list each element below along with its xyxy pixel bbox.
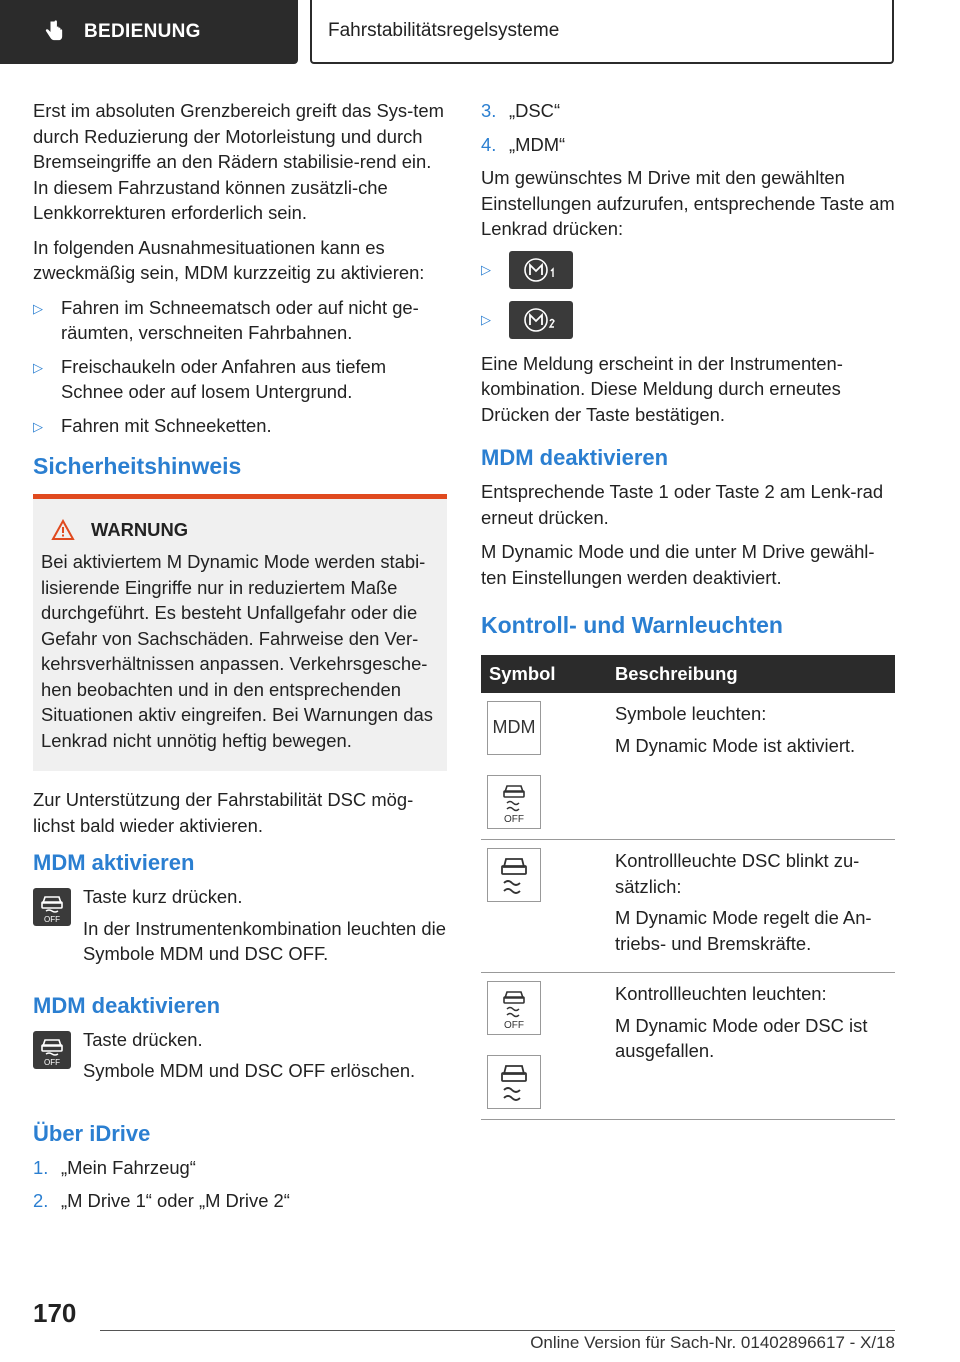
m1-button-item (481, 251, 895, 289)
paragraph: In folgenden Ausnahmesituationen kann es zweckmäßig sein, MDM kurzzeitig zu aktivieren: (33, 236, 425, 283)
m1-button-icon (509, 251, 573, 289)
table-cell-text: Kontrollleuchte DSC blinkt zu-sätzlich: (615, 850, 860, 897)
warning-triangle-icon (51, 519, 75, 541)
dsc-off-indicator-icon (487, 775, 541, 829)
paragraph: In der Instrumentenkombination leuchten die Symbole MDM und DSC OFF. (83, 917, 446, 964)
warning-text: Bei aktiviertem M Dynamic Mode werden stabi-lisierende Eingriffe nur in reduziertem Maße durchgeführt. Es besteht Unfallgefahr oder die Gefahr von Sachschäden. Fahrweise den Ver-kehrsverhältnissen anpassen. Verkehrsgesche-hen beobachten und in den entsprechenden Situationen aktiv eingreifen. Bei Warnungen das Lenkrad nicht unnötig heftig bewegen. (41, 551, 433, 751)
list-item-text: Fahren im Schneematsch oder auf nicht ge-räumten, verschneiten Fahrbahnen. (61, 296, 419, 343)
table-row (481, 973, 895, 1120)
dsc-off-indicator-icon (487, 981, 541, 1035)
footer-text: Online Version für Sach-Nr. 01402896617 - X/18 (530, 1333, 895, 1352)
table-cell-text: Kontrollleuchten leuchten: (615, 983, 827, 1004)
paragraph: Eine Meldung erscheint in der Instrumenten-kombination. Diese Meldung durch erneutes Drücken der Taste bestätigen. (481, 352, 843, 425)
column-header-symbol: Symbol (481, 655, 601, 693)
table-header-row (481, 655, 895, 693)
activate-heading: MDM aktivieren (33, 850, 195, 875)
bullet-triangle-icon: ▷ (33, 418, 43, 434)
paragraph: Zur Unterstützung der Fahrstabilität DSC mög-lichst bald wieder aktivieren. (33, 789, 414, 836)
deactivate-instructions (33, 1027, 447, 1087)
deactivate-heading: MDM deaktivieren (33, 992, 221, 1018)
page-number: 170 (33, 1298, 77, 1328)
bullet-triangle-icon: ▷ (33, 359, 43, 375)
svg-text:OFF: OFF (504, 1020, 524, 1030)
m2-button-item (481, 301, 895, 339)
table-cell-text: M Dynamic Mode oder DSC ist ausgefallen. (615, 1014, 868, 1061)
lights-heading: Kontroll- und Warnleuchten (481, 612, 783, 638)
mdm-indicator-icon: MDM (487, 701, 541, 755)
list-item (33, 354, 447, 405)
column-header-description: Beschreibung (601, 655, 895, 693)
dsc-indicator-icon (487, 1055, 541, 1109)
table-cell-text: M Dynamic Mode ist aktiviert. (615, 734, 856, 756)
dsc-off-button-icon (33, 1031, 71, 1069)
safety-heading: Sicherheitshinweis (33, 453, 242, 479)
paragraph: Taste kurz drücken. (83, 886, 243, 907)
section-title: BEDIENUNG (84, 21, 201, 42)
chapter-title: Fahrstabilitätsregelsysteme (328, 20, 560, 41)
deactivate-heading: MDM deaktivieren (481, 445, 669, 470)
paragraph: Taste drücken. (83, 1028, 203, 1050)
svg-text:OFF: OFF (44, 915, 60, 924)
table-row (481, 693, 895, 840)
dsc-indicator-icon (487, 848, 541, 902)
bullet-triangle-icon: ▷ (481, 261, 491, 277)
m2-button-icon (509, 301, 573, 339)
chapter-tab (310, 0, 894, 64)
bullet-triangle-icon: ▷ (33, 300, 43, 316)
paragraph: Um gewünschtes M Drive mit den gewählten Einstellungen aufzurufen, entsprechende Taste am Lenkrad drücken: (481, 167, 895, 239)
list-item: 1. „Mein Fahrzeug“ (33, 1156, 196, 1178)
warning-box (33, 494, 447, 771)
dsc-off-button-icon (33, 888, 71, 926)
table-cell-text: M Dynamic Mode regelt die An-triebs- und Bremskräfte. (615, 907, 872, 954)
bullet-triangle-icon: ▷ (481, 311, 491, 327)
list-item: 3. „DSC“ (481, 100, 561, 121)
idrive-heading: Über iDrive (33, 1120, 151, 1146)
svg-text:OFF: OFF (504, 814, 524, 824)
list-item: 4. „MDM“ (481, 133, 566, 155)
svg-text:OFF: OFF (44, 1057, 60, 1067)
list-item-text: Fahren mit Schneeketten. (61, 414, 272, 436)
paragraph: Erst im absoluten Grenzbereich greift das Sys-tem durch Reduzierung der Motorleistung und durch Bremseingriffe an den Rädern stabilisie-rend ein. In diesem Fahrzustand können zusätzli-che Lenkkorrekturen erforderlich sein. (33, 100, 444, 223)
left-column (33, 98, 447, 1222)
paragraph: Entsprechende Taste 1 oder Taste 2 am Lenk-rad erneut drücken. (481, 481, 884, 528)
hand-icon (40, 18, 68, 46)
list-item: 2. „M Drive 1“ oder „M Drive 2“ (33, 1190, 290, 1211)
right-column (481, 98, 895, 1120)
activate-instructions (33, 884, 447, 967)
list-item (33, 295, 447, 346)
indicator-table (481, 655, 895, 1120)
table-row (481, 840, 895, 973)
list-item (33, 413, 447, 440)
paragraph: Symbole MDM und DSC OFF erlöschen. (83, 1060, 416, 1081)
table-cell-text: Symbole leuchten: (615, 703, 767, 724)
warning-title: WARNUNG (91, 519, 189, 540)
section-tab (0, 0, 298, 64)
paragraph: M Dynamic Mode und die unter M Drive gewähl-ten Einstellungen werden deaktiviert. (481, 541, 875, 588)
list-item-text: Freischaukeln oder Anfahren aus tiefem Schnee oder auf losem Untergrund. (61, 355, 387, 402)
footer-divider (100, 1330, 895, 1331)
